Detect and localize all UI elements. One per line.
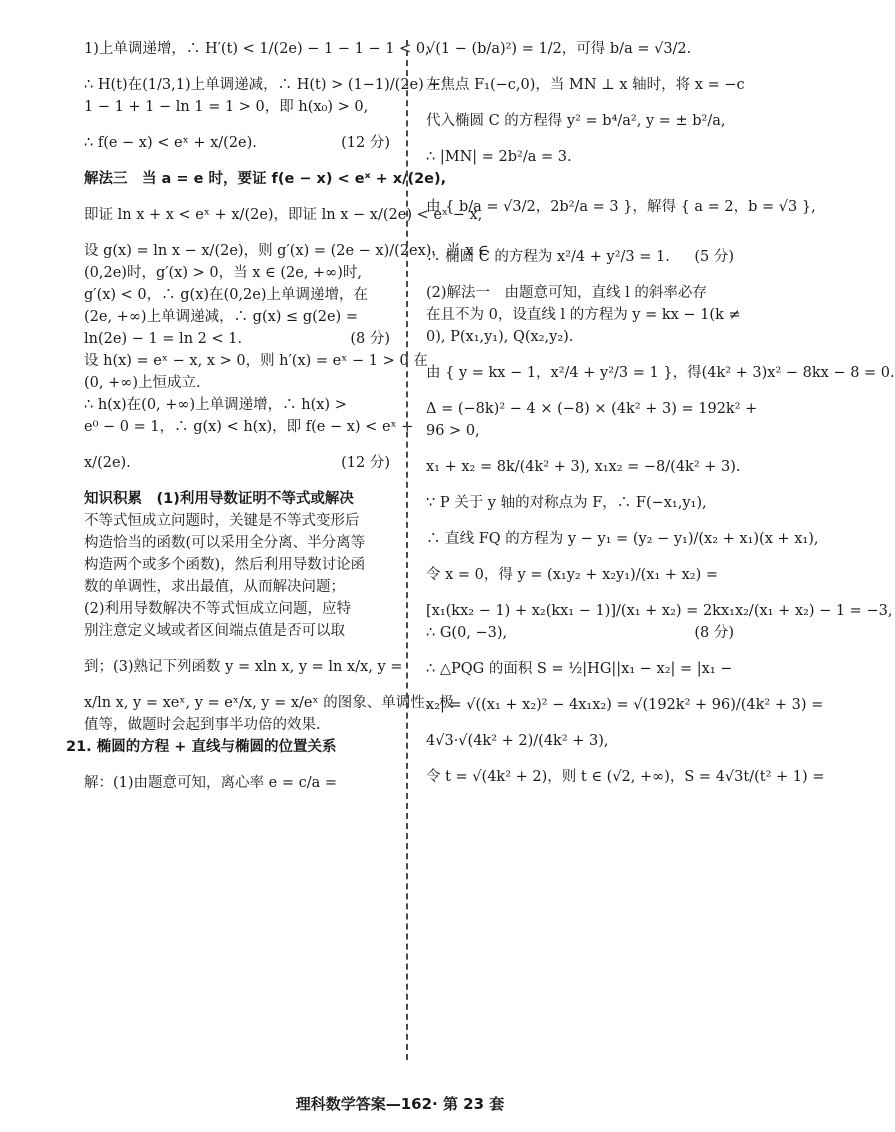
score-marker: (12 分) xyxy=(341,455,390,471)
score-marker: (5 分) xyxy=(694,249,734,265)
text-line: (8 分) ∴ G(0, −3), xyxy=(426,622,734,644)
text-line: 1 − 1 + 1 − ln 1 = 1 > 0，即 h(x₀) > 0, xyxy=(84,99,369,115)
text-line: [x₁(kx₂ − 1) + x₂(kx₁ − 1)]/(x₁ + x₂) = 2kx₁x₂/(x₁ + x₂) − 1 = −3, xyxy=(426,603,893,619)
text-line: ∴ 直线 FQ 的方程为 y − y₁ = (y₂ − y₁)/(x₂ + x₁)(x + x₁), xyxy=(426,531,819,547)
score-marker: (12 分) xyxy=(341,135,390,151)
right-column xyxy=(426,38,895,1078)
text-line: ∵ P 关于 y 轴的对称点为 F，∴ F(−x₁,y₁), xyxy=(426,495,707,511)
text-line: (2)解法一 由题意可知，直线 l 的斜率必存 xyxy=(426,285,707,301)
score-marker: (8 分) xyxy=(694,625,734,641)
text-line: 设 g(x) = ln x − x/(2e)，则 g′(x) = (2e − x)/(2ex)，当 x ∈ xyxy=(84,243,489,259)
text-line: 令 t = √(4k² + 2)，则 t ∈ (√2, +∞)，S = 4√3t/(t² + 1) = xyxy=(426,769,825,785)
score-marker: (8 分) xyxy=(350,331,390,347)
text-line: 代入椭圆 C 的方程得 y² = b⁴/a², y = ± b²/a, xyxy=(426,113,726,129)
text-line: 数的单调性，求出最值，从而解决问题； xyxy=(84,579,345,595)
text-line: 1)上单调递增，∴ H′(t) < 1/(2e) − 1 − 1 − 1 < 0, xyxy=(84,41,430,57)
text-line: (12 分) ∴ f(e − x) < eˣ + x/(2e). xyxy=(84,132,390,154)
text-line: 4√3·√(4k² + 2)/(4k² + 3), xyxy=(426,733,609,749)
question-21-heading: 21. 椭圆的方程 + 直线与椭圆的位置关系 xyxy=(66,739,337,755)
text-line: x₁ + x₂ = 8k/(4k² + 3), x₁x₂ = −8/(4k² + 3). xyxy=(426,459,741,475)
text-line: (5 分) ∴ 椭圆 C 的方程为 x²/4 + y²/3 = 1. xyxy=(426,246,734,268)
text-line: x₂| = √((x₁ + x₂)² − 4x₁x₂) = √(192k² + 96)/(4k² + 3) = xyxy=(426,697,824,713)
text-line: 0), P(x₁,y₁), Q(x₂,y₂). xyxy=(426,329,574,345)
text-line: 构造两个或多个函数)，然后利用导数讨论函 xyxy=(84,557,366,573)
text-line: √(1 − (b/a)²) = 1/2，可得 b/a = √3/2. xyxy=(426,41,692,57)
text-line: 别注意定义域或者区间端点值是否可以取 xyxy=(84,623,345,639)
text-line: (2e, +∞)上单调递减，∴ g(x) ≤ g(2e) = xyxy=(84,309,358,325)
page-footer: 理科数学答案—162· 第 23 套 xyxy=(295,1095,505,1113)
text-line: ∴ H(t)在(1/3,1)上单调递减，∴ H(t) > (1−1)/(2e) + xyxy=(84,77,441,93)
text-line: 由 { b/a = √3/2，2b²/a = 3 }，解得 { a = 2，b = √3 }, xyxy=(426,199,816,215)
text-line: 构造恰当的函数(可以采用全分离、半分离等 xyxy=(84,535,366,551)
text-line: e⁰ − 0 = 1，∴ g(x) < h(x)，即 f(e − x) < eˣ + xyxy=(84,419,414,435)
text-line: (12 分) x/(2e). xyxy=(84,452,390,474)
text-line: 设 h(x) = eˣ − x, x > 0，则 h′(x) = eˣ − 1 > 0 在 xyxy=(84,353,428,369)
knowledge-note-heading: 知识积累 (1)利用导数证明不等式或解决 xyxy=(84,491,354,507)
text-line: 在且不为 0，设直线 l 的方程为 y = kx − 1(k ≠ xyxy=(426,307,741,323)
text-line: (2)利用导数解决不等式恒成立问题，应特 xyxy=(84,601,352,617)
text-line: 令 x = 0，得 y = (x₁y₂ + x₂y₁)/(x₁ + x₂) = xyxy=(426,567,719,583)
text-line: 解：(1)由题意可知，离心率 e = c/a = xyxy=(84,775,338,791)
text-line: 即证 ln x + x < eˣ + x/(2e)，即证 ln x − x/(2e) < eˣ − x, xyxy=(84,207,483,223)
text-line: ∴ h(x)在(0, +∞)上单调递增，∴ h(x) > xyxy=(84,397,347,413)
column-divider xyxy=(406,40,408,1060)
text-line: 96 > 0, xyxy=(426,423,480,439)
text-line: 值等，做题时会起到事半功倍的效果. xyxy=(84,717,321,733)
text-line: 由 { y = kx − 1，x²/4 + y²/3 = 1 }，得(4k² + 3)x² − 8kx − 8 = 0. xyxy=(426,365,895,381)
solution-three-heading: 解法三 当 a = e 时，要证 f(e − x) < eˣ + x/(2e), xyxy=(84,171,447,187)
text-line: Δ = (−8k)² − 4 × (−8) × (4k² + 3) = 192k² + xyxy=(426,401,758,417)
text-line: 不等式恒成立问题时，关键是不等式变形后 xyxy=(84,513,360,529)
text-line: 到；(3)熟记下列函数 y = xln x, y = ln x/x, y = xyxy=(84,659,403,675)
text-line: (8 分) ln(2e) − 1 = ln 2 < 1. xyxy=(84,328,390,350)
text-line: x/ln x, y = xeˣ, y = eˣ/x, y = x/eˣ 的图象、单调性、极 xyxy=(84,695,454,711)
text-line: (0,2e)时，g′(x) > 0，当 x ∈ (2e, +∞)时, xyxy=(84,265,363,281)
text-line: ∴ |MN| = 2b²/a = 3. xyxy=(426,149,572,165)
text-line: g′(x) < 0，∴ g(x)在(0,2e)上单调递增，在 xyxy=(84,287,368,303)
text-line: 左焦点 F₁(−c,0)，当 MN ⊥ x 轴时，将 x = −c xyxy=(426,77,745,93)
text-line: ∴ △PQG 的面积 S = ½|HG||x₁ − x₂| = |x₁ − xyxy=(426,661,733,677)
text-line: (0, +∞)上恒成立. xyxy=(84,375,201,391)
